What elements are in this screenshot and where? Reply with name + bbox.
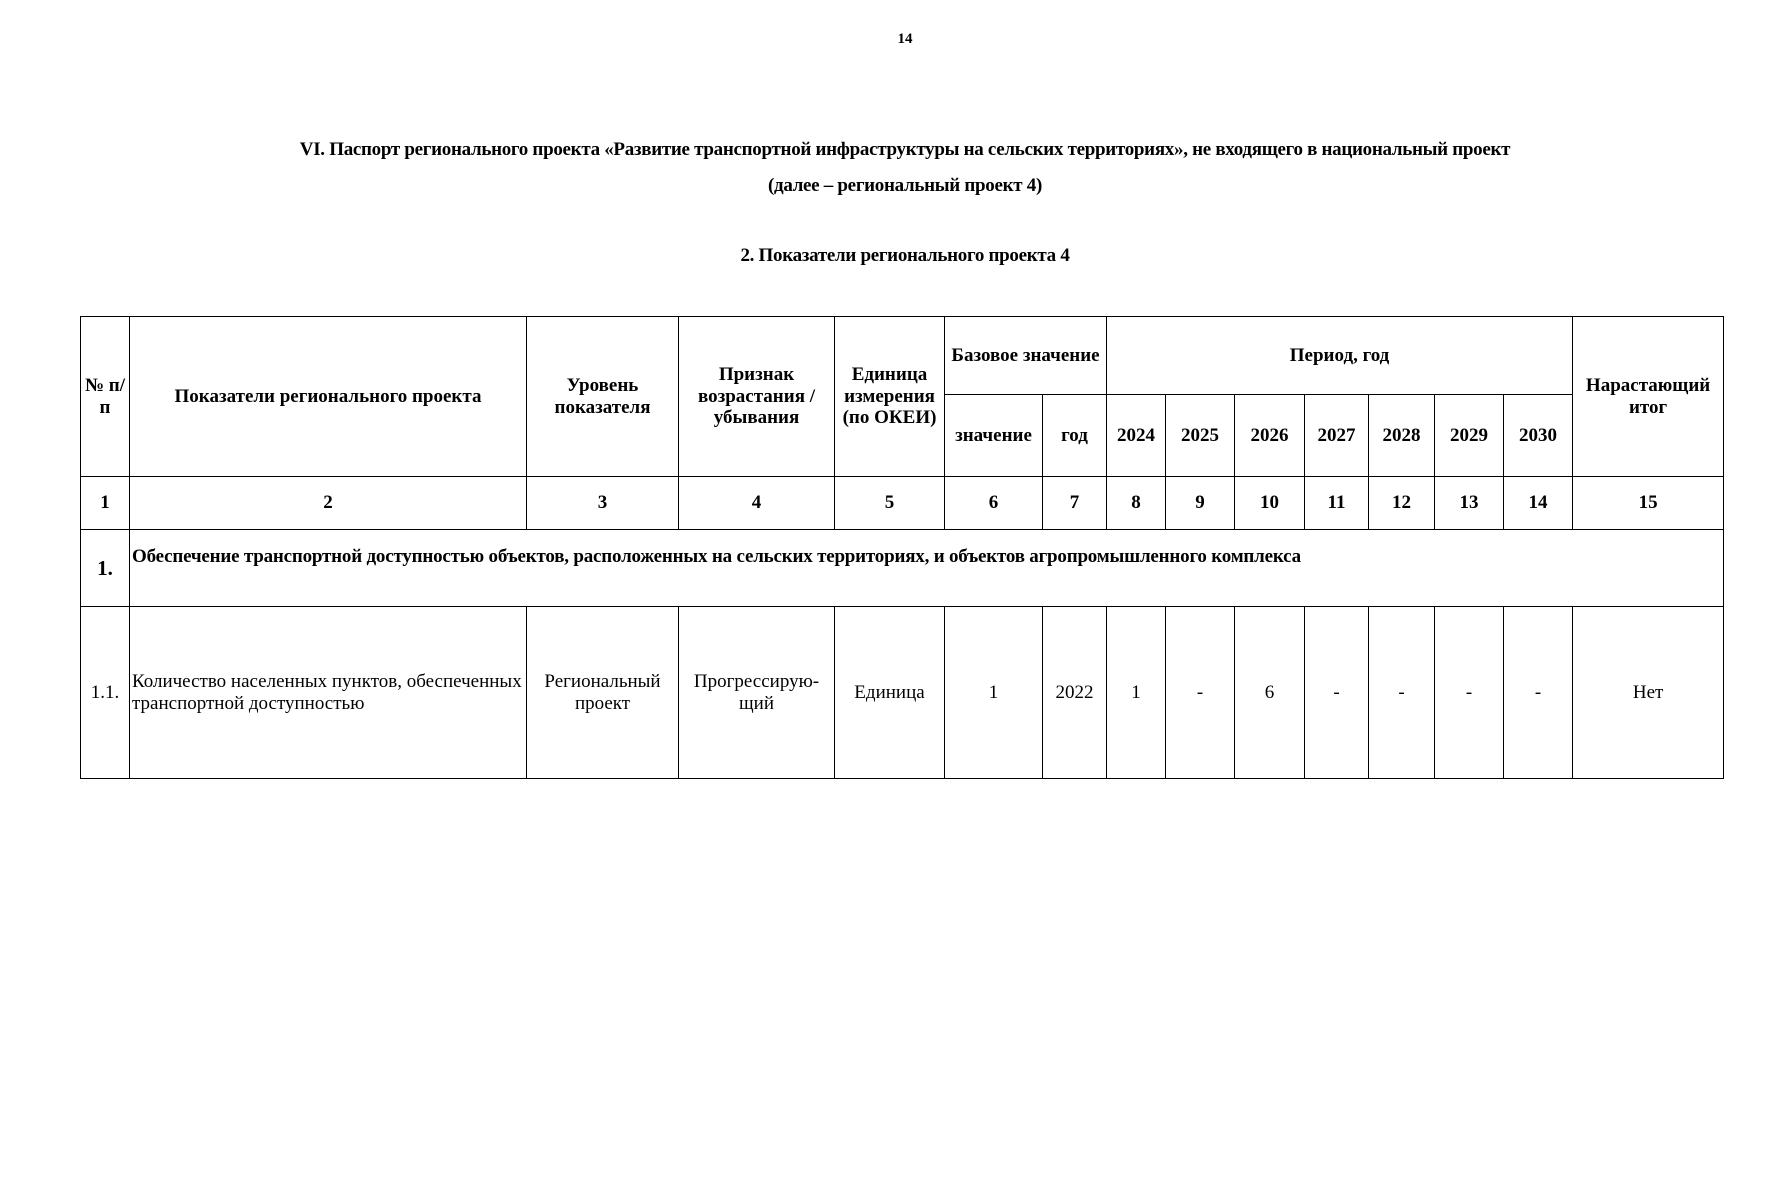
column-number: 8 <box>1107 477 1166 530</box>
column-number: 11 <box>1305 477 1369 530</box>
cumulative-value: Нет <box>1573 607 1724 779</box>
section-number: 1. <box>81 530 130 607</box>
section-subtitle: 2. Показатели регионального проекта 4 <box>740 245 1070 266</box>
column-number: 7 <box>1043 477 1107 530</box>
header-base-value: значение <box>945 395 1043 477</box>
document-title: VI. Паспорт регионального проекта «Развитие транспортной инфраструктуры на сельских территориях», не входящего в национальный проект <box>299 139 1511 160</box>
year-value: - <box>1504 607 1573 779</box>
column-number: 1 <box>81 477 130 530</box>
header-cumulative: Нарастающий итог <box>1573 317 1724 477</box>
column-number: 12 <box>1369 477 1435 530</box>
header-base-year: год <box>1043 395 1107 477</box>
section-row <box>81 530 1724 607</box>
indicators-table <box>80 316 1724 779</box>
base-year: 2022 <box>1043 607 1107 779</box>
header-trend: Признак возрастания / убывания <box>679 317 835 477</box>
year-value: - <box>1435 607 1504 779</box>
header-year: 2024 <box>1107 395 1166 477</box>
column-number: 15 <box>1573 477 1724 530</box>
column-number: 13 <box>1435 477 1504 530</box>
header-level: Уровень показателя <box>527 317 679 477</box>
column-number: 2 <box>130 477 527 530</box>
header-indicator: Показатели регионального проекта <box>130 317 527 477</box>
header-year: 2026 <box>1235 395 1305 477</box>
indicator-level: Региональный проект <box>527 607 679 779</box>
base-value: 1 <box>945 607 1043 779</box>
column-number: 14 <box>1504 477 1573 530</box>
column-number: 10 <box>1235 477 1305 530</box>
header-period: Период, год <box>1107 317 1573 395</box>
year-value: 6 <box>1235 607 1305 779</box>
header-year: 2025 <box>1166 395 1235 477</box>
indicator-unit: Единица <box>835 607 945 779</box>
header-year: 2027 <box>1305 395 1369 477</box>
column-number: 6 <box>945 477 1043 530</box>
year-value: - <box>1305 607 1369 779</box>
column-number: 4 <box>679 477 835 530</box>
header-base: Базовое значение <box>945 317 1107 395</box>
header-year: 2028 <box>1369 395 1435 477</box>
column-number-row <box>81 477 1724 530</box>
year-value: - <box>1369 607 1435 779</box>
year-value: 1 <box>1107 607 1166 779</box>
header-unit: Единица измерения (по ОКЕИ) <box>835 317 945 477</box>
table-row <box>81 607 1724 779</box>
column-number: 5 <box>835 477 945 530</box>
indicator-name: Количество населенных пунктов, обеспеченных транспортной доступностью <box>130 607 527 779</box>
year-value: - <box>1166 607 1235 779</box>
header-num: № п/п <box>81 317 130 477</box>
page-number: 14 <box>897 31 913 47</box>
header-year: 2029 <box>1435 395 1504 477</box>
row-number: 1.1. <box>81 607 130 779</box>
header-row-1 <box>81 317 1724 395</box>
column-number: 3 <box>527 477 679 530</box>
indicator-trend: Прогрессирую-щий <box>679 607 835 779</box>
section-title: Обеспечение транспортной доступностью объектов, расположенных на сельских территориях, и объектов агропромышленного комплекса <box>130 530 1724 607</box>
header-year: 2030 <box>1504 395 1573 477</box>
column-number: 9 <box>1166 477 1235 530</box>
document-title-note: (далее – региональный проект 4) <box>767 175 1042 196</box>
